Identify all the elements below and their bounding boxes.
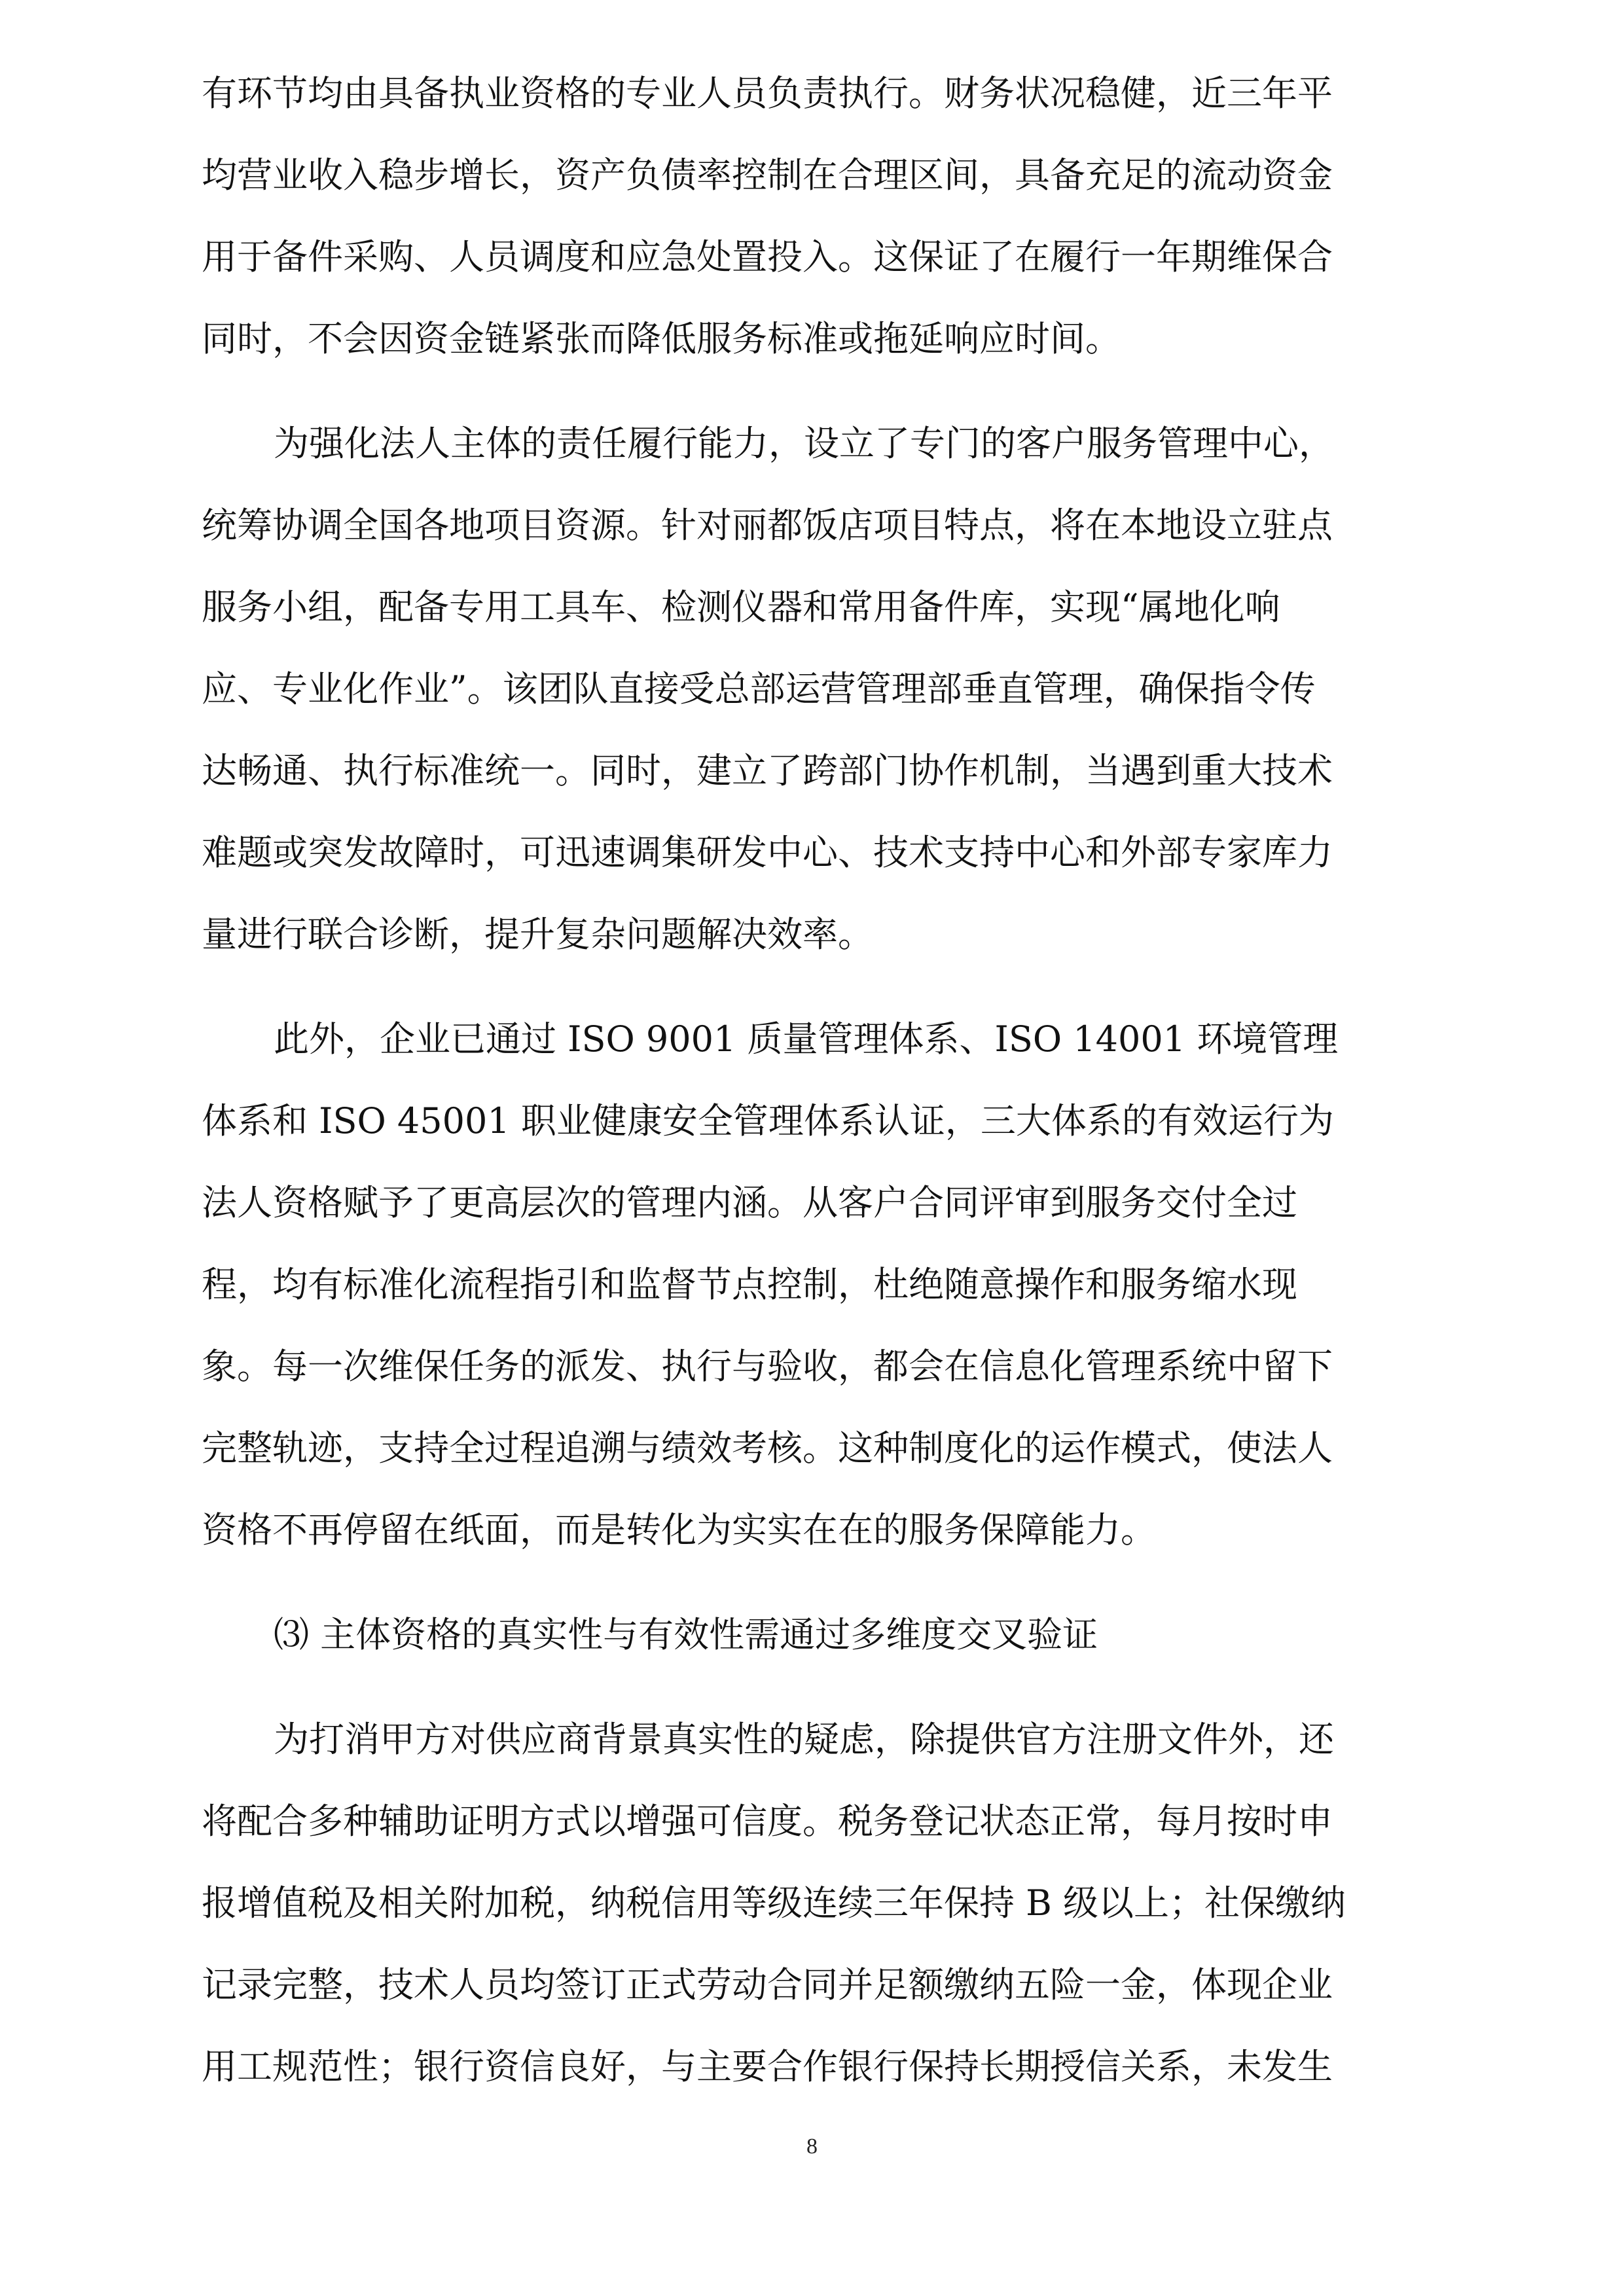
text-line: 将配合多种辅助证明方式以增强可信度。税务登记状态正常，每月按时申 — [202, 1801, 1333, 1842]
text-line: 统筹协调全国各地项目资源。针对丽都饭店项目特点，将在本地设立驻点 — [202, 505, 1333, 546]
text-line: 有环节均由具备执业资格的专业人员负责执行。财务状况稳健，近三年平 — [202, 73, 1333, 114]
text-line: 为打消甲方对供应商背景真实性的疑虑，除提供官方注册文件外，还 — [274, 1719, 1334, 1760]
text-line: 达畅通、执行标准统一。同时，建立了跨部门协作机制，当遇到重大技术 — [202, 750, 1333, 791]
text-line: 此外，企业已通过 ISO 9001 质量管理体系、ISO 14001 环境管理 — [274, 1018, 1339, 1060]
page-number: 8 — [806, 2134, 818, 2159]
text-line: 难题或突发故障时，可迅速调集研发中心、技术支持中心和外部专家库力 — [202, 832, 1333, 873]
text-line: 同时，不会因资金链紧张而降低服务标准或拖延响应时间。 — [202, 318, 1121, 359]
text-line: 完整轨迹，支持全过程追溯与绩效考核。这种制度化的运作模式，使法人 — [202, 1427, 1333, 1469]
text-line: 记录完整，技术人员均签订正式劳动合同并足额缴纳五险一金，体现企业 — [202, 1964, 1333, 2005]
text-line: 报增值税及相关附加税，纳税信用等级连续三年保持 B 级以上；社保缴纳 — [202, 1882, 1346, 1924]
text-line: 法人资格赋予了更高层次的管理内涵。从客户合同评审到服务交付全过 — [202, 1182, 1297, 1223]
text-line: 量进行联合诊断，提升复杂问题解决效率。 — [202, 914, 873, 955]
text-line: 用于备件采购、人员调度和应急处置投入。这保证了在履行一年期维保合 — [202, 236, 1333, 278]
section-heading: ⑶ 主体资格的真实性与有效性需通过多维度交叉验证 — [274, 1614, 1098, 1655]
text-line: 程，均有标准化流程指引和监督节点控制，杜绝随意操作和服务缩水现 — [202, 1264, 1297, 1305]
text-line: 应、专业化作业”。该团队直接受总部运营管理部垂直管理，确保指令传 — [202, 668, 1316, 709]
text-line: 服务小组，配备专用工具车、检测仪器和常用备件库，实现“属地化响 — [202, 586, 1280, 628]
text-line: 为强化法人主体的责任履行能力，设立了专门的客户服务管理中心， — [274, 423, 1334, 464]
text-line: 体系和 ISO 45001 职业健康安全管理体系认证，三大体系的有效运行为 — [202, 1100, 1334, 1141]
text-line: 资格不再停留在纸面，而是转化为实实在在的服务保障能力。 — [202, 1509, 1156, 1551]
text-line: 象。每一次维保任务的派发、执行与验收，都会在信息化管理系统中留下 — [202, 1346, 1333, 1387]
text-line: 用工规范性；银行资信良好，与主要合作银行保持长期授信关系，未发生 — [202, 2046, 1333, 2087]
text-line: 均营业收入稳步增长，资产负债率控制在合理区间，具备充足的流动资金 — [202, 154, 1333, 196]
